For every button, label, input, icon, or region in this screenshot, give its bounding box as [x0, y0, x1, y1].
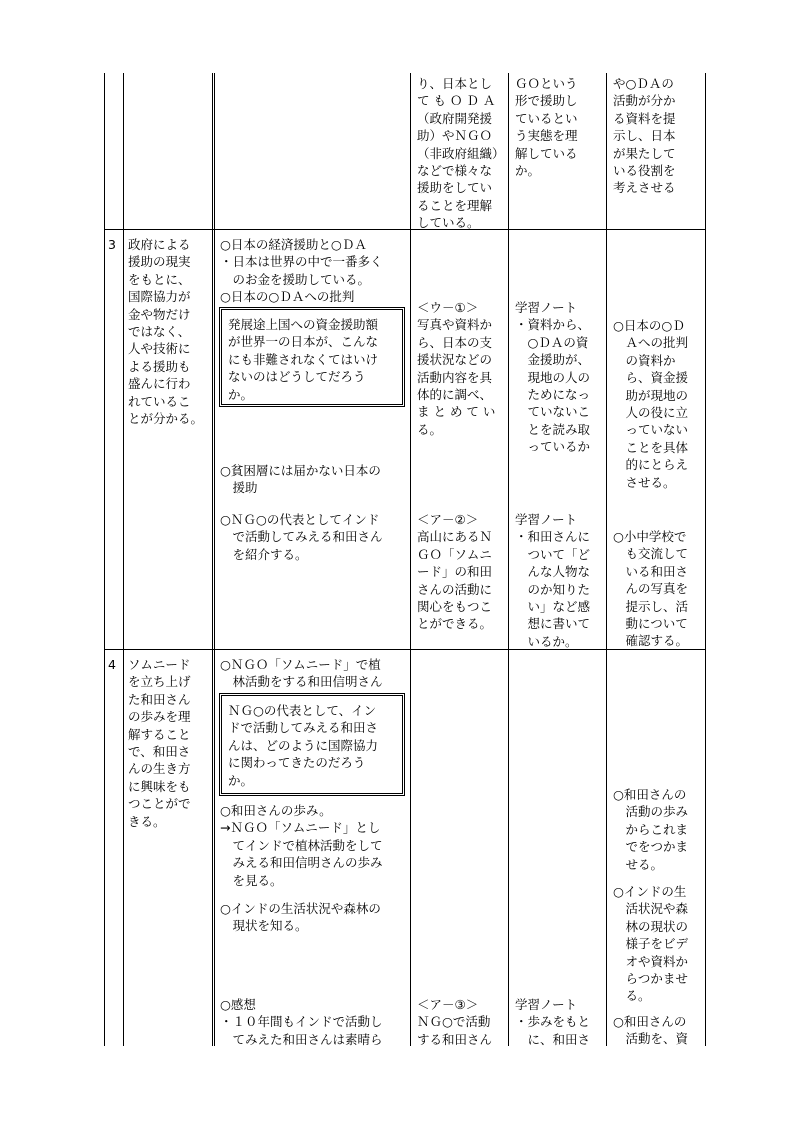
text-line: ・日本は世界の中で一番多く: [220, 254, 383, 270]
text-line: で、和田さ: [128, 743, 191, 759]
text-line: 関心をもつこ: [417, 598, 493, 614]
text-line: っているか: [515, 439, 591, 455]
text-line: ・１０年間もインドで活動し: [220, 1014, 383, 1030]
text-line: ・歩みをもと: [515, 1014, 591, 1030]
text-line: に関わってきたのだろう: [228, 755, 366, 771]
text-line: た和田さん: [128, 691, 191, 707]
text-line: ○ＤＡの資: [515, 334, 589, 350]
text-line: とができる。: [417, 616, 493, 632]
text-line: ○日本の○Ｄ: [613, 318, 685, 333]
row4-activity: [417, 996, 492, 1048]
text-line: よる援助も: [128, 358, 191, 374]
text-line: てみえた和田さんは素晴ら: [220, 1031, 383, 1047]
grid-line: [104, 73, 105, 1046]
text-line: みえる和田信明さんの歩み: [220, 855, 383, 871]
text-line: ＜ア－③＞: [417, 997, 479, 1012]
text-line: ためになっ: [515, 386, 591, 402]
text-line: 人や技術に: [128, 341, 191, 357]
text-line: う実態を理: [515, 128, 578, 144]
row3-activity-a: [417, 299, 495, 438]
text-line: てインドで植林活動をして: [220, 837, 383, 853]
text-line: 体的に調べ、: [417, 386, 493, 402]
text-line: らつかませ: [613, 970, 688, 986]
text-line: いる和田さ: [613, 563, 689, 579]
text-line: 現状を知る。: [220, 918, 308, 934]
text-line: 解すること: [128, 726, 191, 742]
text-line: ・和田さんに: [515, 529, 591, 545]
text-line: ついて「ど: [515, 546, 591, 562]
text-line: 形で援助し: [515, 93, 578, 109]
text-line: する和田さん: [417, 1031, 493, 1047]
row3-question-text: [228, 316, 378, 403]
grid-line: [410, 73, 411, 1046]
text-line: でをつかま: [613, 839, 689, 855]
text-line: んな人物な: [515, 564, 591, 580]
text-line: か。: [228, 386, 254, 402]
text-line: ドで活動してみえる和田さ: [228, 720, 379, 736]
row3-eval-b: [515, 511, 590, 650]
text-line: Ａへの批判: [613, 335, 689, 351]
text-line: ら、日本の支: [417, 334, 493, 350]
text-line: ているとい: [515, 110, 578, 126]
text-line: →ＮＧＯ「ソムニード」とし: [220, 820, 381, 836]
row3-content-bottom: [220, 511, 383, 563]
text-line: させる。: [613, 474, 676, 490]
text-line: を見る。: [220, 872, 283, 888]
text-line: 援助の現実: [128, 254, 191, 270]
text-line: 助）やＮＧＯ: [417, 128, 493, 144]
text-line: る。: [417, 421, 443, 437]
text-line: ○日本の経済援助と○ＤＡ: [220, 237, 367, 252]
text-line: ード」の和田: [417, 564, 493, 580]
text-line: 活動を、資: [613, 1031, 689, 1047]
text-line: 活状況や森: [613, 901, 689, 917]
text-line: 国際協力が: [128, 289, 191, 305]
text-line: んの写真を: [613, 581, 689, 597]
text-line: ○和田さんの歩み。: [220, 803, 332, 818]
text-line: 援状況などの: [417, 352, 493, 368]
text-line: きる。: [128, 813, 166, 829]
top-activity-cell: [417, 75, 505, 232]
text-line: ことを具体: [613, 439, 689, 455]
text-line: 考えさせる: [613, 180, 676, 196]
text-line: 学習ノート: [515, 997, 578, 1012]
text-line: 活動が分か: [613, 93, 676, 109]
row4-content-top: [220, 656, 383, 691]
row4-support-b: [613, 883, 688, 1005]
text-line: り、日本とし: [417, 76, 493, 91]
text-line: 政府による: [128, 237, 191, 252]
text-line: にも非難されなくてはいけ: [228, 351, 379, 367]
text-line: ＧＯ「ソムニ: [417, 546, 492, 562]
text-line: 的にとらえ: [613, 457, 689, 473]
grid-line: [214, 73, 215, 1046]
text-line: ま と め て い: [417, 404, 496, 420]
text-line: や○ＤＡの: [613, 76, 674, 91]
row-number: 4: [108, 657, 116, 672]
row4-content-mid2: [220, 900, 381, 935]
text-line: 活動の歩み: [613, 804, 689, 820]
text-line: ○貧困層には届かない日本の: [220, 463, 381, 478]
row3-content-mid: [220, 462, 381, 497]
text-line: ていないこ: [515, 404, 591, 420]
text-line: ら、資金援: [613, 370, 689, 386]
text-line: んの生き方: [128, 761, 191, 777]
text-line: に、和田さ: [515, 1031, 591, 1047]
row4-question-text: [228, 702, 378, 789]
text-line: 助が現地の: [613, 387, 689, 403]
text-line: などで様々な: [417, 162, 493, 178]
row3-activity-b: [417, 511, 492, 633]
text-line: 人の役に立: [613, 404, 689, 420]
text-line: ○小中学校で: [613, 529, 687, 544]
row4-eval: [515, 996, 590, 1048]
text-line: ○感想: [220, 997, 256, 1012]
top-support-cell: [613, 75, 676, 197]
text-line: ○和田さんの: [613, 787, 687, 802]
text-line: 林活動をする和田信明さん: [220, 674, 383, 690]
text-line: ＮＧ○の代表として、イン: [228, 703, 377, 718]
text-line: で活動してみえる和田さん: [220, 529, 383, 545]
text-line: 写真や資料か: [417, 317, 493, 333]
text-line: 動について: [613, 615, 688, 631]
text-line: か。: [515, 162, 541, 178]
grid-line: [705, 73, 706, 1046]
text-line: せる。: [613, 856, 664, 872]
text-line: ○ＮＧ○の代表としてインド: [220, 512, 380, 527]
row4-support-c: [613, 1013, 688, 1048]
text-line: が世界一の日本が、こんな: [228, 334, 379, 350]
text-line: 現地の人の: [515, 369, 591, 385]
text-line: の歩みを理: [128, 709, 191, 725]
text-line: も交流して: [613, 546, 689, 562]
text-line: れているこ: [128, 393, 191, 409]
top-eval-cell: [515, 75, 578, 179]
text-line: からこれま: [613, 821, 689, 837]
text-line: ソムニード: [128, 657, 191, 672]
text-line: いるか。: [515, 633, 578, 649]
text-line: 援助: [220, 480, 258, 496]
text-line: ＜ア－②＞: [417, 512, 479, 527]
text-line: ることを理解: [417, 197, 493, 213]
grid-line: [104, 229, 706, 230]
text-line: に興味をも: [128, 778, 191, 794]
text-line: 援助をしてい: [417, 180, 493, 196]
text-line: っていない: [613, 422, 689, 438]
text-line: 様子をビデ: [613, 936, 689, 952]
text-line: つことがで: [128, 796, 191, 812]
text-line: 解している: [515, 145, 578, 161]
text-line: ○ＮＧＯ「ソムニード」で植: [220, 657, 381, 672]
row4-support-a: [613, 786, 688, 873]
row4-goal-cell: [128, 656, 191, 830]
text-line: んは、どのように国際協力: [228, 737, 379, 753]
text-line: （非政府組織）: [417, 145, 505, 161]
text-line: る資料を提: [613, 110, 676, 126]
grid-line: [606, 73, 607, 1046]
text-line: 金援助が、: [515, 352, 591, 368]
text-line: ○日本の○ＤＡへの批判: [220, 289, 355, 305]
text-line: 提示し、活: [613, 598, 689, 614]
text-line: 金や物だけ: [128, 306, 191, 322]
text-line: 盛んに行わ: [128, 376, 191, 392]
text-line: を立ち上げ: [128, 674, 191, 690]
text-line: 確認する。: [613, 633, 689, 649]
text-line: とが分かる。: [128, 410, 204, 426]
text-line: ○インドの生: [613, 884, 687, 899]
grid-line: [212, 73, 213, 1046]
grid-line: [508, 73, 509, 1046]
text-line: ＧＯという: [515, 76, 578, 91]
text-line: ○インドの生活状況や森林の: [220, 901, 381, 916]
text-line: ないのはどうしてだろう: [228, 369, 366, 385]
text-line: している。: [417, 215, 480, 231]
text-line: のお金を援助している。: [220, 271, 371, 287]
text-line: が果たして: [613, 145, 676, 161]
row3-support-a: [613, 317, 688, 491]
text-line: ＜ウ－①＞: [417, 300, 479, 315]
text-line: る。: [613, 988, 651, 1004]
row4-content-mid: [220, 802, 383, 889]
text-line: とを読み取: [515, 421, 591, 437]
text-line: 示し、日本: [613, 128, 676, 144]
text-line: 想に書いて: [515, 616, 591, 632]
text-line: 林の現状の: [613, 918, 689, 934]
text-line: （政府開発援: [417, 110, 493, 126]
text-line: いる役割を: [613, 162, 676, 178]
text-line: か。: [228, 772, 254, 788]
text-line: い」など感: [515, 598, 591, 614]
text-line: ・資料から、: [515, 317, 591, 333]
text-line: さんの活動に: [417, 581, 493, 597]
text-line: 学習ノート: [515, 300, 578, 315]
text-line: て も Ｏ Ｄ Ａ: [417, 93, 496, 109]
text-line: 発展途上国への資金援助額: [228, 317, 379, 332]
text-line: 学習ノート: [515, 512, 578, 527]
text-line: 活動内容を具: [417, 369, 493, 385]
row4-content-bottom: [220, 996, 383, 1048]
row3-support-b: [613, 528, 688, 650]
text-line: ではなく、: [128, 323, 191, 339]
row-number: 3: [108, 237, 116, 252]
text-line: の資料か: [613, 352, 676, 368]
row3-eval-a: [515, 299, 590, 456]
row3-goal-cell: [128, 236, 203, 427]
text-line: ＮＧ○で活動: [417, 1014, 491, 1030]
text-line: ○和田さんの: [613, 1014, 687, 1029]
text-line: 高山にあるＮ: [417, 529, 493, 545]
text-line: をもとに、: [128, 271, 191, 287]
text-line: のか知りた: [515, 581, 591, 597]
row3-content-top: [220, 236, 383, 306]
text-line: オや資料か: [613, 953, 689, 969]
text-line: を紹介する。: [220, 546, 308, 562]
grid-line: [123, 73, 124, 1046]
